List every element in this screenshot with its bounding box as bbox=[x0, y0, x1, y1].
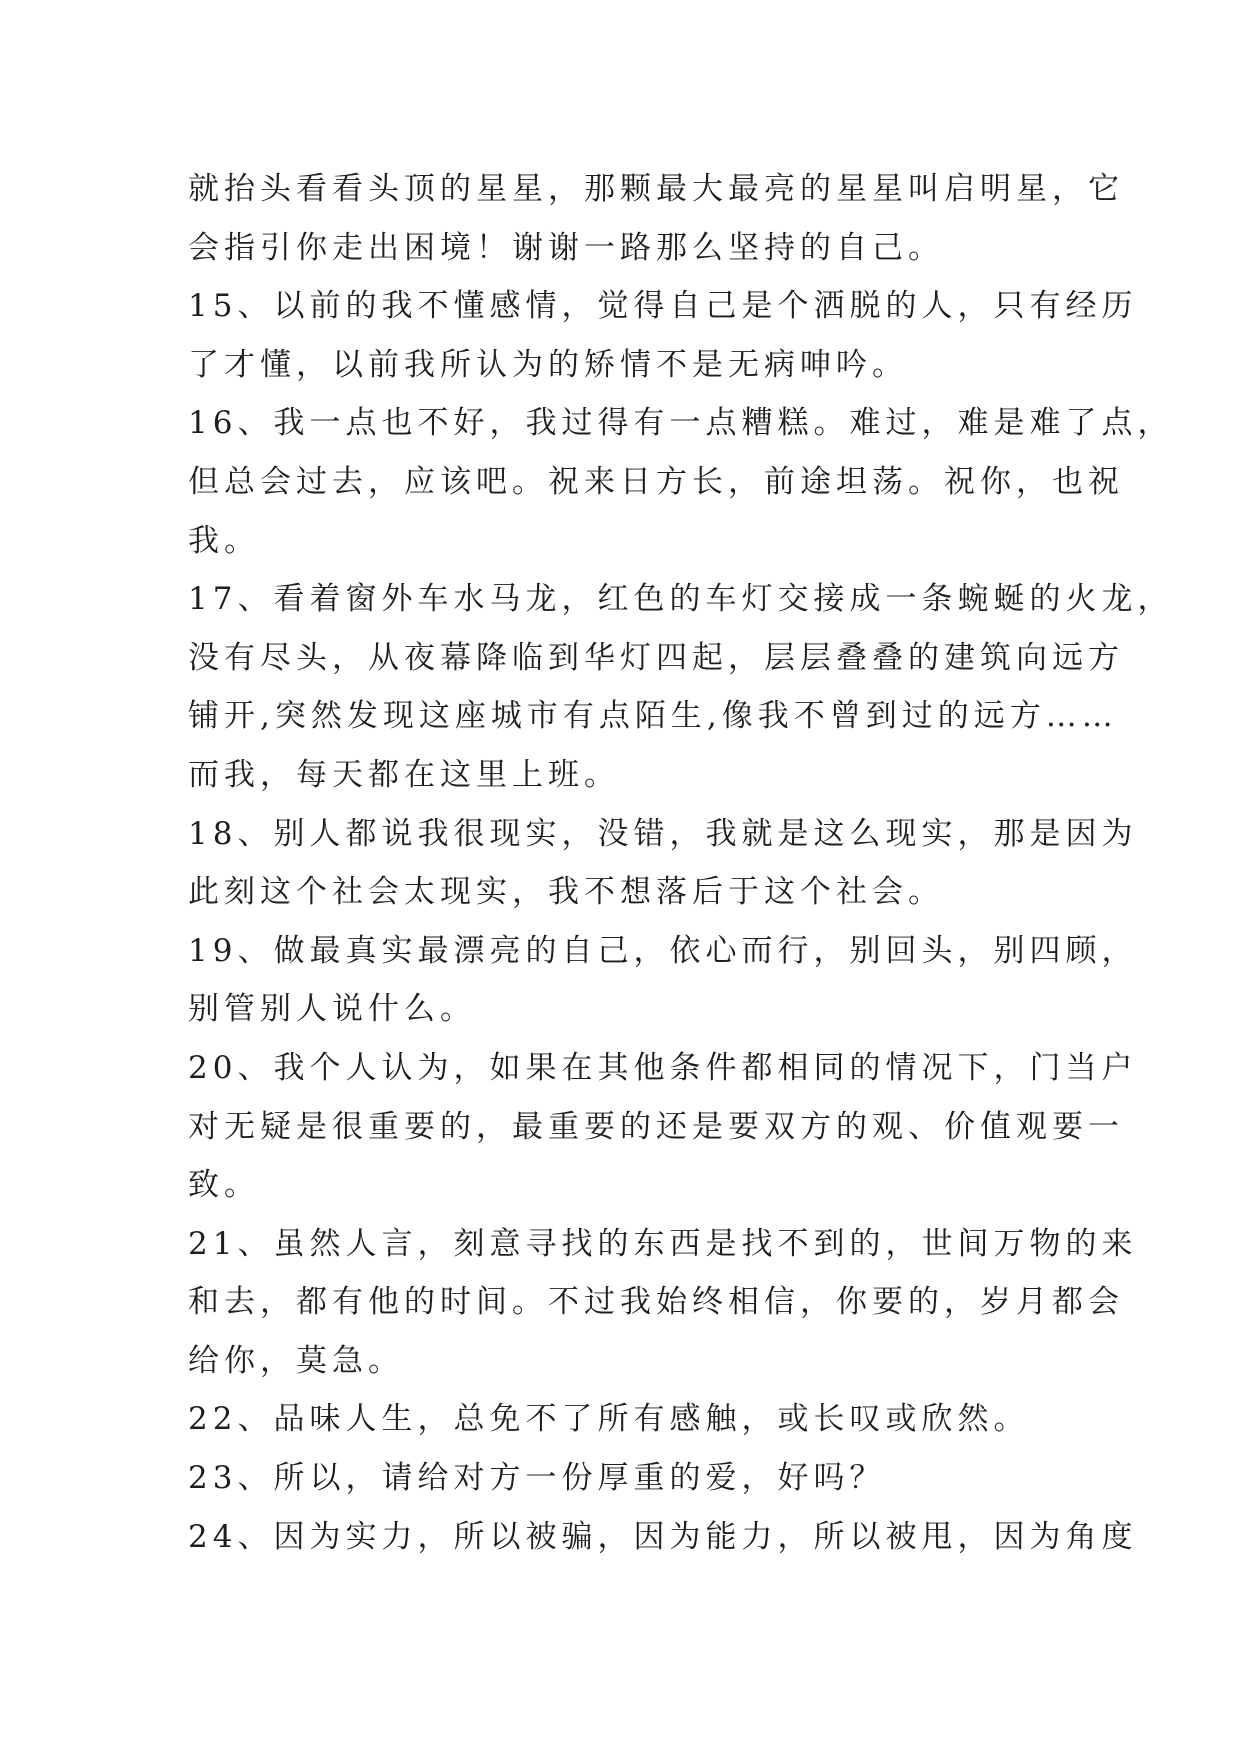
text-line: 没有尽头，从夜幕降临到华灯四起，层层叠叠的建筑向远方 bbox=[188, 639, 1124, 676]
text-line: 17、看着窗外车水马龙，红色的车灯交接成一条蜿蜒的火龙， bbox=[188, 581, 1174, 618]
text-line: 就抬头看看头顶的星星，那颗最大最亮的星星叫启明星，它 bbox=[188, 171, 1124, 207]
text-line: 19、做最真实最漂亮的自己，依心而行，别回头，别四顾， bbox=[188, 932, 1138, 969]
text-line: 15、以前的我不懂感情，觉得自己是个洒脱的人，只有经历 bbox=[188, 288, 1138, 325]
text-line: 21、虽然人言，刻意寻找的东西是找不到的，世间万物的来 bbox=[188, 1225, 1138, 1262]
text-line: 24、因为实力，所以被骗，因为能力，所以被甩，因为角度 bbox=[188, 1518, 1138, 1555]
text-line: 别管别人说什么。 bbox=[188, 991, 476, 1028]
text-line: 和去，都有他的时间。不过我始终相信，你要的，岁月都会 bbox=[188, 1284, 1124, 1321]
text-line: 了才懂，以前我所认为的矫情不是无病呻吟。 bbox=[188, 346, 908, 383]
text-line: 铺开,突然发现这座城市有点陌生,像我不曾到过的远方…… bbox=[188, 698, 1118, 735]
text-line: 20、我个人认为，如果在其他条件都相同的情况下，门当户 bbox=[188, 1049, 1138, 1086]
text-line: 对无疑是很重要的，最重要的还是要双方的观、价值观要一 bbox=[188, 1108, 1124, 1145]
text-line: 给你，莫急。 bbox=[188, 1342, 404, 1379]
document-body bbox=[188, 160, 1174, 1566]
text-line: 23、所以，请给对方一份厚重的爱，好吗？ bbox=[188, 1460, 886, 1497]
text-line: 18、别人都说我很现实，没错，我就是这么现实，那是因为 bbox=[188, 815, 1138, 852]
text-line: 此刻这个社会太现实，我不想落后于这个社会。 bbox=[188, 874, 944, 911]
text-line: 致。 bbox=[188, 1167, 260, 1204]
text-line: 会指引你走出困境！谢谢一路那么坚持的自己。 bbox=[188, 229, 944, 266]
text-line: 我。 bbox=[188, 522, 260, 559]
text-line: 16、我一点也不好，我过得有一点糟糕。难过，难是难了点， bbox=[188, 405, 1174, 442]
text-line: 但总会过去，应该吧。祝来日方长，前途坦荡。祝你，也祝 bbox=[188, 463, 1124, 500]
text-line: 而我，每天都在这里上班。 bbox=[188, 756, 620, 793]
text-line: 22、品味人生，总免不了所有感触，或长叹或欣然。 bbox=[188, 1401, 1030, 1438]
